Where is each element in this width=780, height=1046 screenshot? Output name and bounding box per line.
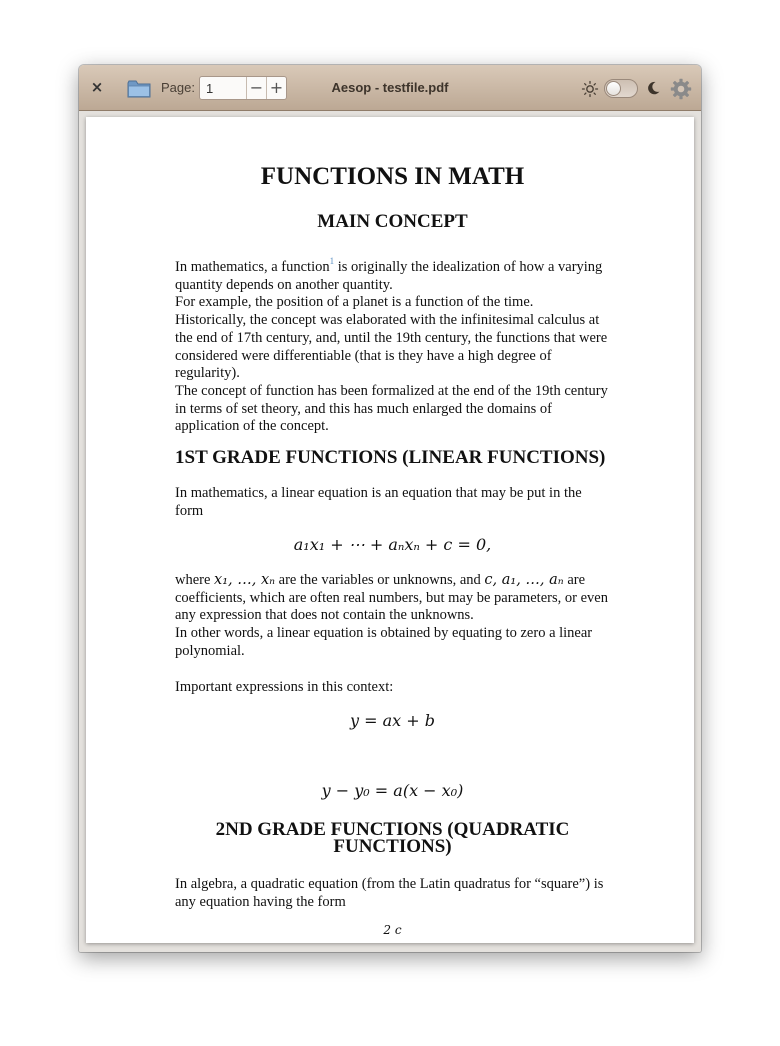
page-increment-button[interactable]: + xyxy=(266,77,286,99)
page-spinbutton xyxy=(199,76,287,100)
toggle-knob xyxy=(606,81,621,96)
folder-icon[interactable] xyxy=(127,79,151,99)
text: is originally the idealization of how a varying quantity depends on another quantity. xyxy=(175,259,603,293)
section-heading: 1ST GRADE FUNCTIONS (LINEAR FUNCTIONS) xyxy=(175,447,606,468)
section2-paragraphs xyxy=(175,572,610,661)
pdf-page xyxy=(86,117,694,943)
section-heading: 2ND GRADE FUNCTIONS (QUADRATIC FUNCTIONS) xyxy=(215,819,570,857)
equation: a₁x₁ + ⋯ + aₙxₙ + c = 0, xyxy=(293,535,492,554)
section1-paragraphs xyxy=(175,253,610,436)
app-window xyxy=(79,65,701,952)
moon-icon xyxy=(645,80,661,96)
paragraph: Historically, the concept was elaborated with the infinitesimal calculus at the end of 17th century, and, until the 19th century, the functions that were considered were differentiable (that is they have a high degree of regularity). xyxy=(175,312,608,382)
equation-partial: 2 c xyxy=(383,923,402,937)
window-title: Aesop - testfile.pdf xyxy=(331,80,449,95)
sun-icon xyxy=(581,80,599,98)
text: are coefficients, which are often real numbers, but may be parameters, or even any expression that does not contain the unknowns. xyxy=(175,572,608,624)
dark-mode-toggle[interactable] xyxy=(604,79,638,98)
document-title: FUNCTIONS IN MATH xyxy=(260,163,525,190)
page-decrement-button[interactable]: − xyxy=(246,77,266,99)
footnote-link[interactable]: 1 xyxy=(329,256,335,266)
equation: y − y₀ = a(x − x₀) xyxy=(321,781,464,800)
text: In mathematics, a function xyxy=(175,259,330,275)
text: where xyxy=(175,572,215,588)
gear-icon[interactable] xyxy=(670,78,692,100)
close-button[interactable]: × xyxy=(90,78,104,96)
paragraph: In other words, a linear equation is obtained by equating to zero a linear polynomial. xyxy=(175,625,593,659)
page-number-input[interactable] xyxy=(200,77,246,99)
paragraph: In mathematics, a linear equation is an equation that may be put in the form xyxy=(175,485,582,519)
header-bar xyxy=(79,65,701,111)
inline-math: c, a₁, …, aₙ xyxy=(484,572,564,588)
paragraph: Important expressions in this context: xyxy=(175,679,394,695)
section-heading: MAIN CONCEPT xyxy=(317,211,468,232)
paragraph: The concept of function has been formalized at the end of the 19th century in terms of set theory, and this has much enlarged the domains of application of the concept. xyxy=(175,382,608,435)
equation: y = ax + b xyxy=(350,711,435,730)
paragraph: In algebra, a quadratic equation (from the Latin quadratus for “square”) is any equation having the form xyxy=(175,876,604,910)
paragraph: For example, the position of a planet is a function of the time. xyxy=(175,294,534,311)
page-label: Page: xyxy=(161,80,195,95)
document-viewer[interactable] xyxy=(79,111,701,952)
inline-math: x₁, …, xₙ xyxy=(214,572,276,588)
text: are the variables or unknowns, and xyxy=(275,572,485,588)
